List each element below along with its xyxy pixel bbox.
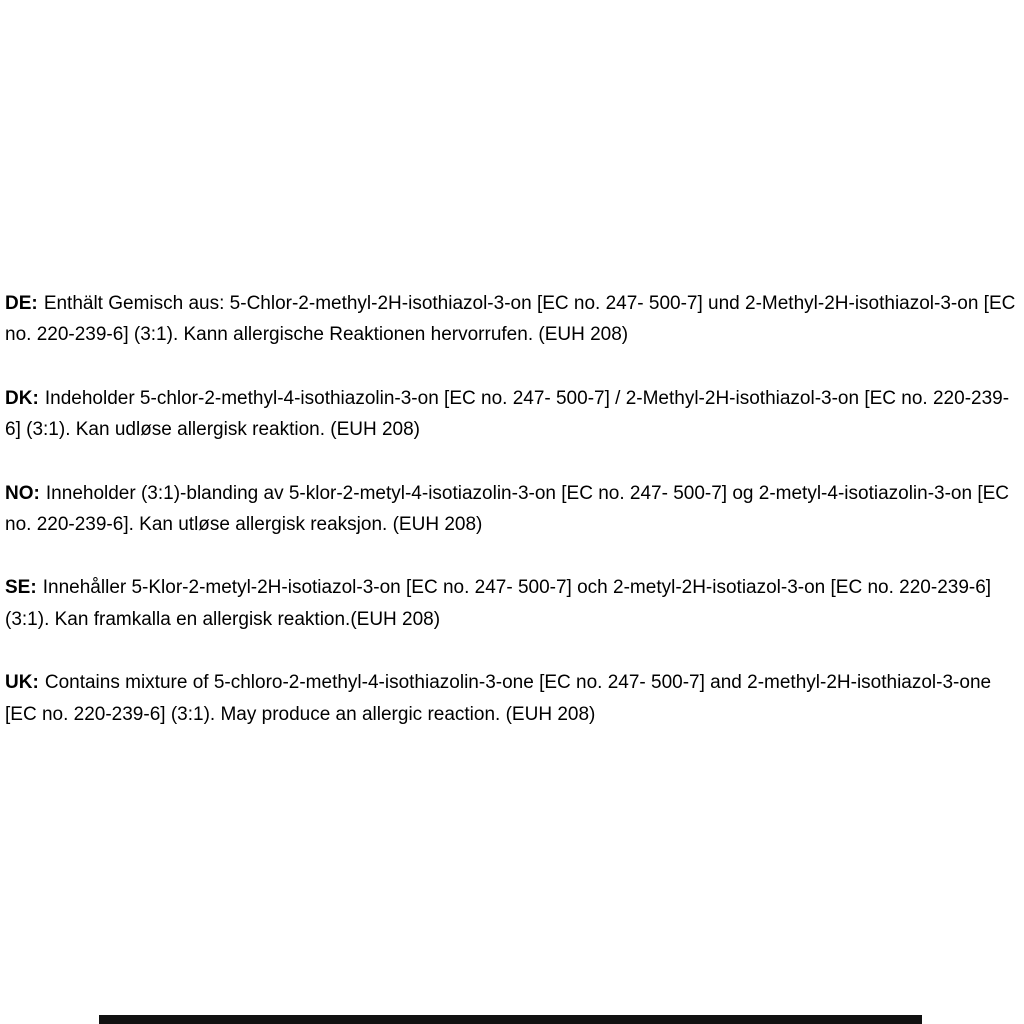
statement-text-dk: Indeholder 5-chlor-2-methyl-4-isothiazolin-3-on [EC no. 247- 500-7] / 2-Methyl-2H-isothiazol-3-on [EC no. 220-239-6] (3:1). Kan udløse allergisk reaktion. (EUH 208) xyxy=(5,387,1010,441)
statement-text-se: Innehåller 5-Klor-2-metyl-2H-isotiazol-3-on [EC no. 247- 500-7] och 2-metyl-2H-isotiazol-3-on [EC no. 220-239-6] (3:1). Kan framkalla en allergisk reaktion.(EUH 208) xyxy=(5,577,992,630)
statement-no xyxy=(5,478,1018,541)
statement-de xyxy=(5,288,1018,351)
lang-label-no: NO: xyxy=(5,482,40,504)
lang-label-dk: DK: xyxy=(5,387,39,409)
lang-label-se: SE: xyxy=(5,577,37,599)
lang-label-uk: UK: xyxy=(5,672,39,694)
bottom-edge-bar xyxy=(99,1015,922,1024)
statement-dk xyxy=(5,383,1018,446)
lang-label-de: DE: xyxy=(5,293,38,314)
statement-se xyxy=(5,572,1018,635)
statement-text-uk: Contains mixture of 5-chloro-2-methyl-4-isothiazolin-3-one [EC no. 247- 500-7] and 2-methyl-2H-isothiazol-3-one [EC no. 220-239-6] (3:1). May produce an allergic reaction. (EUH 208) xyxy=(5,672,992,725)
statement-text-no: Inneholder (3:1)-blanding av 5-klor-2-metyl-4-isotiazolin-3-on [EC no. 247- 500-7] og 2-metyl-4-isotiazolin-3-on [EC no. 220-239-6]. Kan utløse allergisk reaksjon. (EUH 208) xyxy=(5,482,1010,536)
statement-text-de: Enthält Gemisch aus: 5-Chlor-2-methyl-2H-isothiazol-3-on [EC no. 247- 500-7] und 2-Methyl-2H-isothiazol-3-on [EC no. 220-239-6] (3:1). Kann allergische Reaktionen hervorrufen. (EUH 208) xyxy=(5,293,1016,346)
statement-uk xyxy=(5,667,1018,730)
